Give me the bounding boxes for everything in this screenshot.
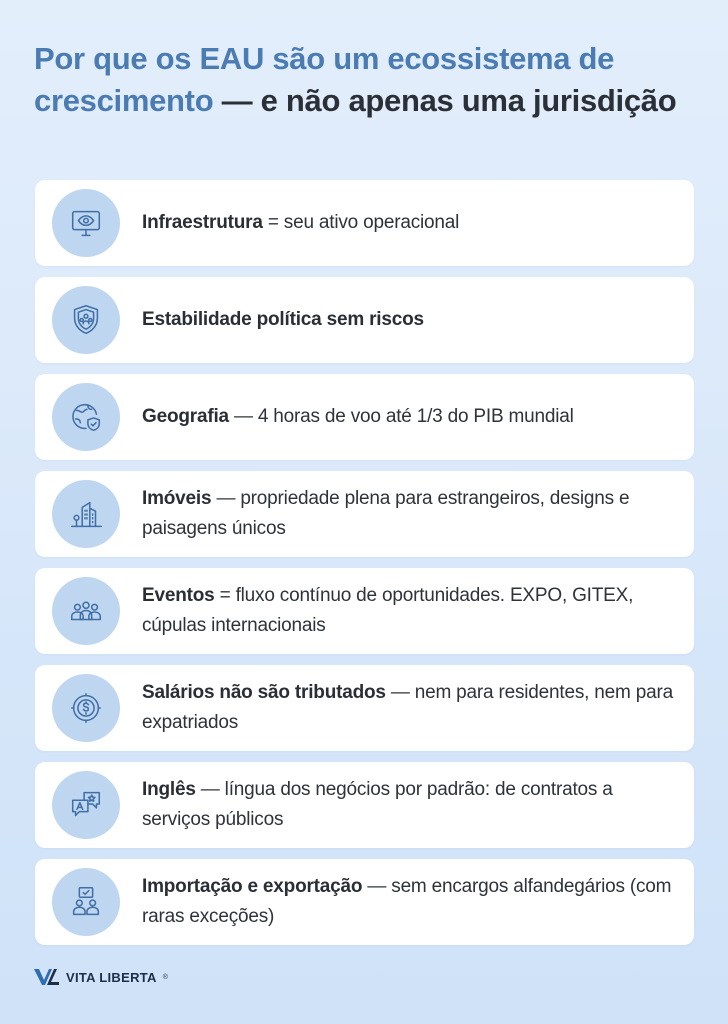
- list-item: [35, 180, 694, 266]
- item-text: [142, 402, 676, 432]
- title-rest: — e não apenas uma jurisdição: [213, 83, 677, 118]
- list-item: [35, 277, 694, 363]
- list-item: [35, 374, 694, 460]
- globe-shield-icon: [52, 383, 120, 451]
- item-bold: Eventos: [142, 585, 215, 606]
- page-title: [34, 38, 694, 122]
- monitor-eye-icon: [52, 189, 120, 257]
- shield-people-icon: [52, 286, 120, 354]
- item-desc: — nem para residentes, nem para expatriados: [142, 682, 673, 733]
- item-desc: — propriedade plena para estrangeiros, designs e paisagens únicos: [142, 488, 630, 539]
- item-text: [142, 775, 676, 835]
- item-text: [142, 208, 676, 238]
- group-people-icon: [52, 577, 120, 645]
- item-bold: Imóveis: [142, 488, 212, 509]
- item-text: [142, 484, 676, 544]
- item-text: [142, 678, 676, 738]
- vl-logo-icon: [34, 968, 60, 986]
- item-desc: — 4 horas de voo até 1/3 do PIB mundial: [228, 406, 574, 427]
- item-bold: Estabilidade política sem riscos: [142, 309, 424, 330]
- brand-name: VITA LIBERTA: [66, 969, 157, 985]
- item-desc: — língua dos negócios por padrão: de contratos a serviços públicos: [142, 779, 613, 830]
- item-bold: Importação e exportação: [142, 876, 363, 897]
- item-desc: = fluxo contínuo de oportunidades. EXPO, GITEX, cúpulas internacionais: [142, 585, 634, 636]
- item-desc: = seu ativo operacional: [262, 212, 460, 233]
- footer-brand: [34, 968, 168, 986]
- buildings-icon: [52, 480, 120, 548]
- dollar-coin-icon: [52, 674, 120, 742]
- list-item: [35, 762, 694, 848]
- list-item: [35, 665, 694, 751]
- item-bold: Geografia: [142, 406, 229, 427]
- item-bold: Salários não são tributados: [142, 682, 386, 703]
- item-text: [142, 872, 676, 932]
- language-chat-icon: [52, 771, 120, 839]
- item-text: [142, 581, 676, 641]
- item-bold: Infraestrutura: [142, 212, 263, 233]
- item-bold: Inglês: [142, 779, 196, 800]
- list-item: [35, 568, 694, 654]
- list-item: [35, 859, 694, 945]
- item-desc: — sem encargos alfandegários (com raras exceções): [142, 876, 672, 927]
- brand-registered: ®: [162, 973, 168, 981]
- item-text: [142, 305, 676, 335]
- import-export-people-icon: [52, 868, 120, 936]
- list-item: [35, 471, 694, 557]
- title-accent: Por que os EAU são um ecossistema de crescimento: [34, 41, 615, 118]
